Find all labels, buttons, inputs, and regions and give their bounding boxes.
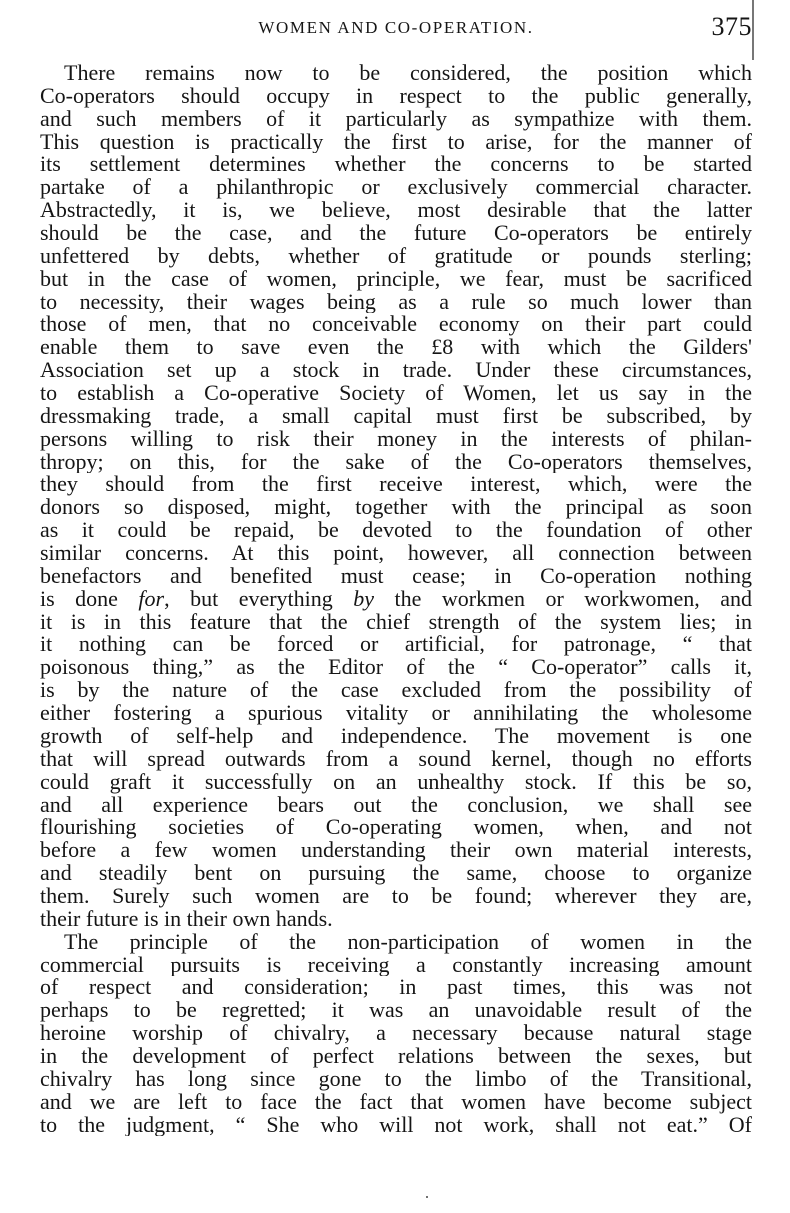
text-line: in the development of perfect relations between the sexes, but — [40, 1044, 752, 1068]
text-line: poisonous thing,” as the Editor of the “ Co-operator” calls it, — [40, 656, 752, 680]
text-line: growth of self-help and independence. The movement is one — [40, 724, 752, 748]
text-line: similar concerns. At this point, however, all connection between — [40, 542, 752, 565]
text-line: commercial pursuits is receiving a constantly increasing amount — [40, 953, 752, 977]
text-line: partake of a philanthropic or exclusively commercial character. — [40, 176, 752, 200]
text-line: either fostering a spurious vitality or annihilating the wholesome — [40, 702, 752, 725]
body-text — [40, 62, 752, 1136]
text-fragment: is done — [40, 587, 139, 611]
text-line: and we are left to face the fact that women have become subject — [40, 1090, 752, 1114]
text-line: Association set up a stock in trade. Under these circumstances, — [40, 359, 752, 383]
text-line: thropy; on this, for the sake of the Co-operators themselves, — [40, 450, 752, 474]
italic-word-by: by — [353, 587, 375, 611]
paragraph-end-line: their future is in their own hands. — [40, 907, 333, 931]
text-fragment: , but everything — [164, 587, 354, 611]
text-line: before a few women understanding their own material interests, — [40, 839, 752, 863]
text-line: is by the nature of the case excluded from the possibility of — [40, 679, 752, 703]
text-line: should be the case, and the future Co-operators be entirely — [40, 222, 752, 245]
italic-word-for: for — [138, 587, 165, 611]
margin-rule — [752, 0, 754, 60]
text-line: flourishing societies of Co-operating women, when, and not — [40, 816, 752, 840]
print-speck — [426, 1196, 428, 1198]
text-line: dressmaking trade, a small capital must first be subscribed, by — [40, 404, 752, 428]
text-fragment: the workmen or workwomen, and — [374, 587, 752, 611]
text-line: Co-operators should occupy in respect to the public generally, — [40, 84, 752, 108]
text-line: they should from the first receive interest, which, were the — [40, 473, 752, 497]
text-line: those of men, that no conceivable economy on their part could — [40, 313, 752, 337]
text-line: of respect and consideration; in past times, this was not — [40, 976, 752, 1000]
text-line: and steadily bent on pursuing the same, choose to organize — [40, 862, 752, 885]
text-line: This question is practically the first to arise, for the manner of — [40, 130, 752, 154]
text-line: its settlement determines whether the concerns to be started — [40, 153, 752, 177]
text-line: persons willing to risk their money in the interests of philan- — [40, 427, 752, 451]
text-line: it nothing can be forced or artificial, for patronage, “ that — [40, 633, 752, 657]
text-line: donors so disposed, might, together with the principal as soon — [40, 496, 752, 520]
text-line: perhaps to be regretted; it was an unavoidable result of the — [40, 999, 752, 1023]
text-line: unfettered by debts, whether of gratitude or pounds sterling; — [40, 244, 752, 268]
text-line: There remains now to be considered, the position which — [64, 62, 752, 85]
text-line: and such members of it particularly as sympathize with them. — [40, 107, 752, 131]
text-line: benefactors and benefited must cease; in Co-operation nothing — [40, 564, 752, 588]
text-line: and all experience bears out the conclusion, we shall see — [40, 793, 752, 817]
running-head: WOMEN AND CO-OPERATION. — [258, 18, 534, 37]
text-line: to necessity, their wages being as a rule so much lower than — [40, 290, 752, 314]
text-line: to the judgment, “ She who will not work, shall not eat.” Of — [40, 1113, 752, 1137]
text-line: that will spread outwards from a sound kernel, though no efforts — [40, 747, 752, 771]
text-line: them. Surely such women are to be found; wherever they are, — [40, 884, 752, 908]
text-line: Abstractedly, it is, we believe, most desirable that the latter — [40, 199, 752, 223]
text-line: The principle of the non-participation of women in the — [64, 930, 752, 954]
text-line: enable them to save even the £8 with which the Gilders' — [40, 336, 752, 360]
text-line: chivalry has long since gone to the limbo of the Transitional, — [40, 1067, 752, 1091]
text-line: to establish a Co-operative Society of Women, let us say in the — [40, 382, 752, 405]
text-line: it is in this feature that the chief strength of the system lies; in — [40, 610, 752, 634]
text-line: as it could be repaid, be devoted to the foundation of other — [40, 519, 752, 543]
text-line: could graft it successfully on an unhealthy stock. If this be so, — [40, 770, 752, 794]
text-line: heroine worship of chivalry, a necessary because natural stage — [40, 1022, 752, 1045]
page-header — [40, 12, 752, 42]
text-line: but in the case of women, principle, we fear, must be sacrificed — [40, 267, 752, 291]
page-number: 375 — [711, 12, 752, 41]
text-line-with-italics — [40, 588, 752, 611]
